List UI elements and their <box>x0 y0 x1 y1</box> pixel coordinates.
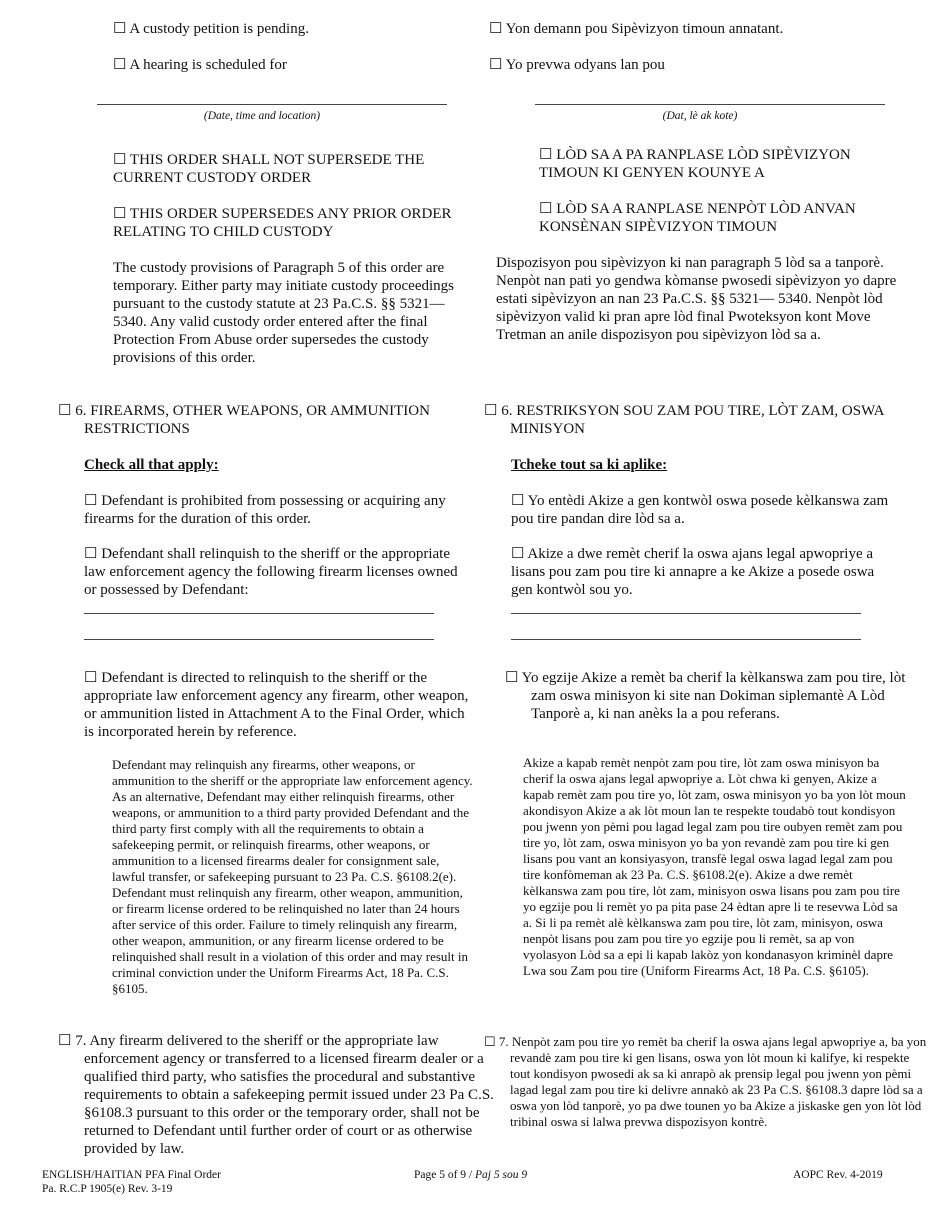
relinquish-detail-text: Defendant may relinquish any firearms, other weapons, or ammunition to the sheriff or the appropriate law enforcement agency. As an alternative, Defendant may either relinquish firearms, other weapons, or ammunition to a third party provided Defendant and the third party first comply with all the requirements to obtain a safekeeping permit, or relinquish firearms, other weapons, or ammunition to a licensed firearms dealer for consignment sale, lawful transfer, or safekeeping pursuant to 23 Pa. C.S. §6108.2(e). Defendant must relinquish any firearm, other weapon, ammunition, or firearm license ordered to be relinquished no later than 24 hours after service of this order. Failure to timely relinquish any firearm, other weapon, ammunition, or any firearm license ordered to be relinquished shall result in a violation of this order and may result in criminal conviction under the Uniform Firearms Act, 18 Pa. C.S. §6105. <box>112 757 473 996</box>
relinquish-licenses-checkbox-ht[interactable]: ☐ Akize a dwe remèt cherif la oswa ajans legal apwopriye a lisans pou zam pou tire ki annapre a ke Akize a posede oswa gen kontwòl sou yo. <box>511 546 875 598</box>
custody-pending-checkbox-ht[interactable]: ☐ Yon demann pou Sipèvizyon timoun annatant. <box>489 21 784 37</box>
footer-revision: AOPC Rev. 4-2019 <box>793 1169 883 1181</box>
hearing-scheduled-checkbox[interactable]: ☐ A hearing is scheduled for <box>113 57 287 73</box>
check-all-label-ht: Tcheke tout sa ki aplike: <box>511 457 668 473</box>
prohibited-checkbox-ht[interactable]: ☐ Yo entèdi Akize a gen kontwòl oswa posede kèlkanswa zam pou tire pandan dire lòd sa a. <box>511 493 889 527</box>
directed-relinquish-checkbox[interactable]: ☐ Defendant is directed to relinquish to the sheriff or the appropriate law enforcement agency any firearm, other weapon, or ammunition listed in Attachment A to the Final Order, which is incorporated herein by reference. <box>84 670 469 740</box>
hearing-date-line[interactable] <box>97 104 447 105</box>
custody-provisions-text: The custody provisions of Paragraph 5 of this order are temporary. Either party may initiate custody proceedings pursuant to the custody statute at 23 Pa.C.S. §§ 5321—5340. Any valid custody order entered after the final Protection From Abuse order supersedes the custody provisions of this order. <box>113 260 455 366</box>
license-line-2[interactable] <box>84 639 434 640</box>
footer-rule: Pa. R.C.P 1905(e) Rev. 3-19 <box>42 1183 173 1195</box>
directed-relinquish-checkbox-ht[interactable]: ☐ Yo egzije Akize a remèt ba cherif la kèlkanswa zam pou tire, lòt zam oswa minisyon ki site nan Dokiman siplemantè A Lòd Tanporè a, ki nan anèks la a pou referans. <box>505 670 906 722</box>
date-caption-ht: (Dat, lè ak kote) <box>662 110 738 122</box>
license-line-2-ht[interactable] <box>511 639 861 640</box>
not-supersede-checkbox[interactable]: ☐ THIS ORDER SHALL NOT SUPERSEDE THE CURRENT CUSTODY ORDER <box>113 152 425 186</box>
footer-page-en: Page 5 of 9 / <box>414 1169 476 1181</box>
not-supersede-checkbox-ht[interactable]: ☐ LÒD SA A PA RANPLASE LÒD SIPÈVIZYON TIMOUN KI GENYEN KOUNYE A <box>539 147 851 181</box>
section-7-checkbox-ht[interactable]: ☐ 7. Nenpòt zam pou tire yo remèt ba cherif la oswa ajans legal apwopriye a, ba yon revandè zam pou tire ki gen lisans, oswa yon lòt moun ki kalifye, ki respekte tout kondisyon pwosedi ak sa ki anrapò ak prensip legal pou jwenn yon pèmi lagad legal zam pou tire ki delivre annakò ak 23 Pa C.S. §6108.3 dapre lòd sa a oswa yon lòd tanporè, yo pa dwe tounen yo ba Akize a jiskaske gen yon lòt lòd tribinal oswa si lalwa prevwa dispozisyon kontrè. <box>484 1034 927 1129</box>
prohibited-checkbox[interactable]: ☐ Defendant is prohibited from possessing or acquiring any firearms for the duration of this order. <box>84 493 446 527</box>
footer-form-title: ENGLISH/HAITIAN PFA Final Order <box>42 1169 221 1181</box>
date-caption: (Date, time and location) <box>203 110 321 122</box>
check-all-label: Check all that apply: <box>84 457 219 473</box>
custody-pending-checkbox[interactable]: ☐ A custody petition is pending. <box>113 21 309 37</box>
supersedes-checkbox-ht[interactable]: ☐ LÒD SA A RANPLASE NENPÒT LÒD ANVAN KONSÈNAN SIPÈVIZYON TIMOUN <box>539 201 856 235</box>
custody-provisions-text-ht: Dispozisyon pou sipèvizyon ki nan paragraph 5 lòd sa a tanporè. Nenpòt nan pati yo gendwa kòmanse pwosedi sipèvizyon yo dapre estati sipèvizyon an nan 23 Pa.C.S. §§ 5321— 5340. Nenpòt lòd sipèvizyon valid ki pran apre lòd final Pwoteksyon kont Move Tretman an anile dispozisyon pou sipèvizyon lòd sa a. <box>496 255 897 343</box>
section-7-checkbox[interactable]: ☐ 7. Any firearm delivered to the sheriff or the appropriate law enforcement agency or transferred to a licensed firearm dealer or a qualified third party, who satisfies the procedural and substantive requirements to obtain a safekeeping permit issued under 23 Pa C.S. §6108.3 pursuant to this order or the temporary order, shall not be returned to Defendant until further order of court or as otherwise provided by law. <box>58 1033 494 1157</box>
license-line-1-ht[interactable] <box>511 613 861 614</box>
relinquish-detail-text-ht: Akize a kapab remèt nenpòt zam pou tire, lòt zam oswa minisyon ba cherif la oswa ajans legal apwopriye a. Lòt chwa ki genyen, Akize a kapab remèt zam pou tire yo, lòt zam, oswa minisyon yo ba yon lòt moun akondisyon Akize a ak lòt moun lan te respekte toudabò tout kondisyon pou jwenn yon pèmi pou lagad legal zam pou tire oubyen remèt zam pou tire yo, lòt zam, oswa minisyon yo ba yon revandè zam pou tire ki gen lisans pou vant an konsiyasyon, transfè legal oswa lagad legal zam pou tire konfòmeman ak 23 Pa. C.S. §6108.2(e). Akize a dwe remèt kèlkanswa zam pou tire, lòt zam, minisyon oswa lisans pou zam pou tire yo egzije pou li remèt yo pa pita pase 24 èdtan apre li te resevwa Lòd sa a. Si li pa remèt alè kèlkanswa zam pou tire, lòt zam, minisyon, oswa nenpòt lisans pou zam pou tire yo egzije pou li remèt, sa ap von vyolasyon Lòd sa a epi li kapab lakòz yon kondanasyon kriminèl dapre Lwa sou Zam pou tire (Uniform Firearms Act, 18 Pa. C.S. §6105). <box>523 755 906 978</box>
relinquish-licenses-checkbox[interactable]: ☐ Defendant shall relinquish to the sheriff or the appropriate law enforcement agency the following firearm licenses owned or possessed by Defendant: <box>84 546 458 598</box>
supersedes-checkbox[interactable]: ☐ THIS ORDER SUPERSEDES ANY PRIOR ORDER RELATING TO CHILD CUSTODY <box>113 206 452 240</box>
hearing-scheduled-checkbox-ht[interactable]: ☐ Yo prevwa odyans lan pou <box>489 57 665 73</box>
license-line-1[interactable] <box>84 613 434 614</box>
footer-page-number <box>414 1168 527 1182</box>
footer-page-ht: Paj 5 sou 9 <box>475 1169 528 1181</box>
section-6-heading[interactable]: ☐ 6. FIREARMS, OTHER WEAPONS, OR AMMUNITION RESTRICTIONS <box>58 403 430 437</box>
section-6-heading-ht[interactable]: ☐ 6. RESTRIKSYON SOU ZAM POU TIRE, LÒT ZAM, OSWA MINISYON <box>484 403 884 437</box>
hearing-date-line-ht[interactable] <box>535 104 885 105</box>
